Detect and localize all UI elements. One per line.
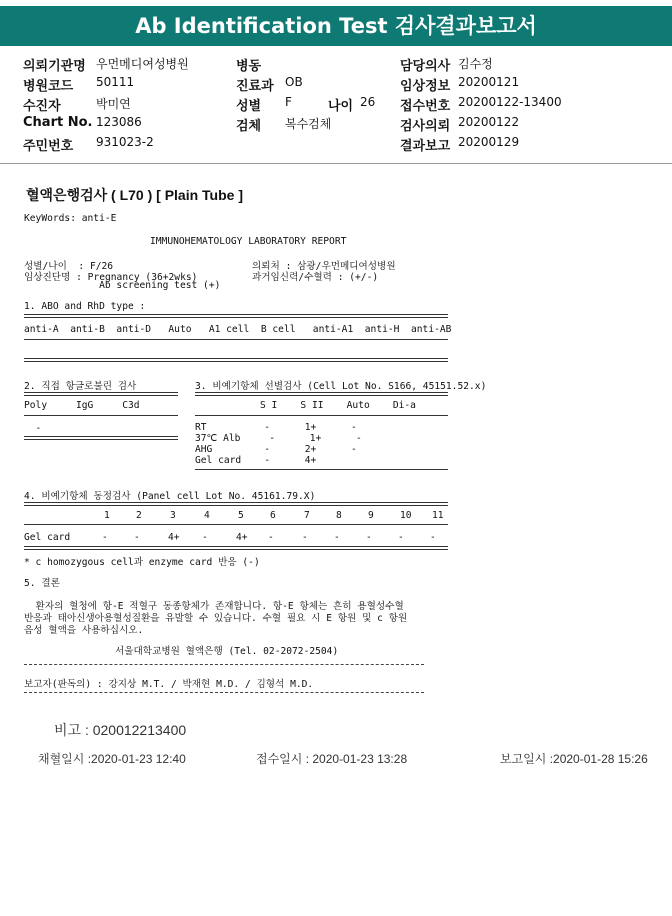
panel-column-header: 7 (304, 510, 310, 521)
value-doctor: 김수정 (458, 57, 493, 71)
conclusion-line: 음성 혈액을 사용하십시오. (24, 625, 144, 636)
panel-value: - (134, 532, 140, 543)
label-requesting-institution: 의뢰기관명 (23, 59, 86, 74)
value-result-report: 20200129 (458, 135, 520, 149)
label-specimen: 검체 (236, 119, 262, 134)
info-history: 과거임신력/수혈력 : (+/-) (252, 272, 379, 283)
table-rule (195, 415, 448, 416)
panel-value: - (430, 532, 436, 543)
section-4-note: * c homozygous cell과 enzyme card 반응 (-) (24, 557, 260, 568)
section-4-title: 4. 비예기항체 동정검사 (Panel cell Lot No. 45161.79.X) (24, 491, 316, 502)
table-rule (24, 502, 448, 506)
panel-value: - (202, 532, 208, 543)
table-rule (24, 524, 448, 525)
label-hospital-code: 병원코드 (23, 79, 74, 94)
panel-column-header: 2 (136, 510, 142, 521)
panel-value: - (268, 532, 274, 543)
report-title: Ab Identification Test 검사결과보고서 (135, 14, 537, 38)
receipt-time: 접수일시 : 2020-01-23 13:28 (256, 752, 408, 766)
conclusion-line: 환자의 혈청에 항-E 적혈구 동종항체가 존재합니다. 항-E 항체는 흔히 용혈성수혈 (24, 601, 404, 612)
section-3-row: AHG - 2+ - (195, 444, 357, 455)
value-sex: F (285, 95, 292, 109)
panel-column-header: 10 (400, 510, 412, 521)
value-requesting-institution: 우먼메디여성병원 (96, 57, 189, 71)
panel-column-header: 8 (336, 510, 342, 521)
panel-value: - (366, 532, 372, 543)
scanned-report (0, 170, 672, 916)
collection-time: 채혈일시 :2020-01-23 12:40 (38, 752, 186, 766)
value-resident-number: 931023-2 (96, 135, 154, 149)
label-receipt-number: 접수번호 (400, 99, 451, 114)
report-time: 보고일시 :2020-01-28 15:26 (500, 752, 648, 766)
section-5-title: 5. 결론 (24, 578, 60, 589)
section-1-title: 1. ABO and RhD type : (24, 301, 146, 312)
value-hospital-code: 50111 (96, 75, 135, 89)
section-4-row-label: Gel card (24, 532, 71, 543)
patient-info-header (0, 52, 672, 158)
section-3-row: Gel card - 4+ (195, 455, 317, 466)
label-test-request: 검사의뢰 (400, 119, 451, 134)
info-screening: Ab screening test (+) (24, 280, 221, 291)
report-title-banner (0, 6, 672, 46)
label-ward: 병동 (236, 59, 262, 74)
hospital-contact: 서울대학교병원 혈액은행 (Tel. 02-2072-2504) (115, 646, 339, 657)
label-sex: 성별 (236, 99, 262, 114)
label-doctor: 담당의사 (400, 59, 451, 74)
value-clinical-info: 20200121 (458, 75, 520, 89)
value-specimen: 복수검체 (285, 117, 332, 131)
table-rule (24, 314, 448, 318)
info-sex-age: 성별/나이 : F/26 (24, 261, 114, 272)
label-chart-no: Chart No. (23, 115, 93, 130)
value-test-request: 20200122 (458, 115, 520, 129)
report-heading: 혈액은행검사 ( L70 ) [ Plain Tube ] (26, 187, 244, 203)
value-chart-no: 123086 (96, 115, 142, 129)
section-3-headers: S I S II Auto Di-a (260, 400, 416, 411)
value-age: 26 (360, 95, 376, 109)
keywords: KeyWords: anti-E (24, 213, 117, 224)
panel-value: - (398, 532, 404, 543)
panel-column-header: 6 (270, 510, 276, 521)
remark: 비고 : 020012213400 (54, 722, 187, 738)
table-rule (24, 415, 178, 416)
panel-column-header: 4 (204, 510, 210, 521)
table-rule (24, 358, 448, 362)
panel-column-header: 3 (170, 510, 176, 521)
header-divider (0, 163, 672, 164)
dashed-rule (24, 692, 424, 693)
table-rule (24, 392, 178, 396)
section-3-row: 37℃ Alb - 1+ - (195, 433, 362, 444)
panel-column-header: 1 (104, 510, 110, 521)
panel-value: - (302, 532, 308, 543)
value-department: OB (285, 75, 303, 89)
table-rule (24, 546, 448, 550)
table-rule (195, 469, 448, 470)
panel-value: - (102, 532, 108, 543)
dashed-rule (24, 664, 424, 665)
table-rule (195, 392, 448, 396)
section-2-value: - (24, 423, 42, 434)
info-requester: 의뢰처 : 삼광/우먼메디여성병원 (252, 261, 396, 272)
lab-report-title: IMMUNOHEMATOLOGY LABORATORY REPORT (150, 236, 347, 247)
panel-column-header: 5 (238, 510, 244, 521)
panel-value: 4+ (168, 532, 180, 543)
table-rule (24, 436, 178, 440)
info-diagnosis: 임상진단명 : Pregnancy (36+2wks) (24, 272, 198, 283)
value-patient: 박미연 (96, 97, 131, 111)
header-row (0, 135, 672, 154)
table-rule (24, 339, 448, 340)
panel-column-header: 11 (432, 510, 444, 521)
header-row (0, 95, 672, 114)
section-3-title: 3. 비예기항체 선별검사 (Cell Lot No. S166, 45151.52.x) (195, 381, 487, 392)
header-row (0, 55, 672, 74)
panel-value: - (334, 532, 340, 543)
label-clinical-info: 임상정보 (400, 79, 451, 94)
label-patient: 수진자 (23, 99, 61, 114)
label-resident-number: 주민번호 (23, 139, 74, 154)
section-1-headers: anti-A anti-B anti-D Auto A1 cell B cell anti-A1 anti-H anti-AB (24, 324, 452, 335)
label-age: 나이 (328, 99, 354, 114)
value-receipt-number: 20200122-13400 (458, 95, 562, 109)
panel-value: 4+ (236, 532, 248, 543)
header-row (0, 75, 672, 94)
section-2-title: 2. 직접 항글로불린 검사 (24, 381, 137, 392)
header-row (0, 115, 672, 134)
reporter: 보고자(판독의) : 강지상 M.T. / 박재현 M.D. / 김형석 M.D. (24, 679, 314, 690)
panel-column-header: 9 (368, 510, 374, 521)
conclusion-line: 반응과 태아신생아용혈성질환을 유발할 수 있습니다. 수혈 필요 시 E 항원 및 c 항원 (24, 613, 408, 624)
label-department: 진료과 (236, 79, 274, 94)
section-2-headers: Poly IgG C3d (24, 400, 140, 411)
label-result-report: 결과보고 (400, 139, 451, 154)
section-3-row: RT - 1+ - (195, 422, 357, 433)
